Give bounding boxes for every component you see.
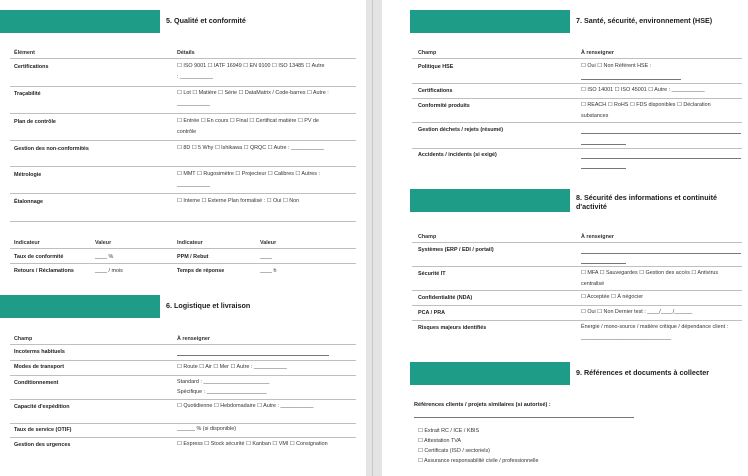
s8-label-securite-it: Sécurité IT	[418, 271, 446, 277]
s7-referent-fill-line[interactable]	[581, 79, 681, 80]
kpi-header-indicateur-2: Indicateur	[177, 240, 203, 246]
s7-value-politique[interactable]: ☐ Oui ☐ Non Référent HSE :	[581, 63, 652, 69]
s8-label-systemes: Systèmes (ERP / EDI / portail)	[418, 247, 494, 253]
s5-label-non-conformites: Gestion des non-conformités	[14, 146, 89, 152]
row-separator	[10, 166, 356, 167]
s8-value-pca-pra[interactable]: ☐ Oui ☐ Non Dernier test : ____/____/______	[581, 309, 693, 315]
s8-label-pca-pra: PCA / PRA	[418, 310, 446, 316]
s7-label-conformite: Conformité produits	[418, 103, 470, 109]
kpi-header-indicateur-1: Indicateur	[14, 240, 40, 246]
s6-label-incoterms: Incoterms habituels	[14, 349, 65, 355]
section-9-title: 9. Références et documents à collecter	[576, 368, 710, 377]
row-separator	[412, 320, 742, 321]
s8-col-a-renseigner: À renseigner	[581, 234, 614, 240]
section-7-header	[382, 10, 748, 33]
s5-col-details: Détails	[177, 50, 195, 56]
kpi-retours-label: Retours / Réclamations	[14, 268, 74, 274]
row-separator	[10, 263, 356, 264]
s7-label-accidents: Accidents / incidents (si exigé)	[418, 152, 497, 158]
row-separator	[412, 305, 742, 306]
s6-col-a-renseigner: À renseigner	[177, 336, 210, 342]
row-separator	[412, 83, 742, 84]
row-separator	[412, 266, 742, 267]
s7-accidents-fill-line-1[interactable]	[581, 158, 741, 159]
s7-accidents-fill-line-2[interactable]	[581, 168, 626, 169]
s7-label-dechets: Gestion déchets / rejets (résumé)	[418, 127, 504, 133]
s7-col-a-renseigner: À renseigner	[581, 50, 614, 56]
s7-value-conformite[interactable]: ☐ REACH ☐ RoHS ☐ FDS disponibles ☐ Déclaration substances	[581, 102, 711, 119]
s8-value-nda[interactable]: ☐ Acceptée ☐ À négocier	[581, 294, 644, 300]
row-separator	[412, 148, 742, 149]
s8-systemes-fill-line-1[interactable]	[581, 253, 741, 254]
s5-value-metrologie[interactable]: ☐ MMT ☐ Rugosimètre ☐ Projecteur ☐ Calibres ☐ Autres : ___________	[177, 171, 320, 188]
s9-intro: Références clients / projets similaires (si autorisé) :	[414, 402, 551, 408]
s6-header-separator	[10, 344, 356, 345]
s8-col-champ: Champ	[418, 234, 437, 240]
s6-label-otif: Taux de service (OTIF)	[14, 427, 72, 433]
s5-value-certifications[interactable]: ☐ ISO 9001 ☐ IATF 16949 ☐ EN 9100 ☐ ISO 13485 ☐ Autre : ___________	[177, 63, 325, 80]
s8-value-risques[interactable]: Énergie / mono-source / matière critique / dépendance client : ______________________________	[581, 324, 729, 341]
s6-col-champ: Champ	[14, 336, 33, 342]
s6-label-conditionnement: Conditionnement	[14, 380, 59, 386]
s6-value-urgences[interactable]: ☐ Express ☐ Stock sécurité ☐ Kanban ☐ VMI ☐ Consignation	[177, 441, 328, 447]
s6-label-transport: Modes de transport	[14, 364, 65, 370]
s7-dechets-fill-line-1[interactable]	[581, 133, 741, 134]
row-separator	[10, 399, 356, 400]
kpi-retours-value[interactable]: ____ / mois	[95, 268, 123, 274]
s5-header-separator	[10, 58, 356, 59]
row-separator	[10, 113, 356, 114]
right-page	[382, 0, 748, 476]
row-separator	[412, 98, 742, 99]
s9-item-extrait-rc[interactable]: ☐ Extrait RC / ICE / KBIS	[418, 428, 480, 434]
s7-col-champ: Champ	[418, 50, 437, 56]
s5-label-etalonnage: Étalonnage	[14, 199, 44, 205]
section-5-color-bar	[0, 10, 160, 33]
s6-value-conditionnement-standard[interactable]: Standard : ______________________	[177, 379, 270, 385]
row-separator	[10, 86, 356, 87]
section-8-color-bar	[410, 189, 570, 212]
s6-label-urgences: Gestion des urgences	[14, 442, 71, 448]
s6-label-capacite: Capacité d'expédition	[14, 404, 70, 410]
kpi-ppm-value[interactable]: ____	[260, 254, 272, 260]
kpi-taux-conformite-value[interactable]: ____ %	[95, 254, 114, 260]
section-5-title: 5. Qualité et conformité	[166, 16, 246, 25]
s5-value-non-conformites[interactable]: ☐ 8D ☐ 5 Why ☐ Ishikawa ☐ QRQC ☐ Autre : ___________	[177, 145, 325, 151]
s5-label-plan-controle: Plan de contrôle	[14, 119, 56, 125]
kpi-temps-reponse-value[interactable]: ____ h	[260, 268, 277, 274]
kpi-ppm-label: PPM / Rebut	[177, 254, 209, 260]
section-9-color-bar	[410, 362, 570, 385]
row-separator	[10, 221, 356, 222]
row-separator	[10, 375, 356, 376]
s8-header-separator	[412, 242, 742, 243]
s6-value-capacite[interactable]: ☐ Quotidienne ☐ Hebdomadaire ☐ Autre : ___________	[177, 403, 314, 409]
s7-label-certifications: Certifications	[418, 88, 453, 94]
s8-label-nda: Confidentialité (NDA)	[418, 295, 473, 301]
section-6-header	[0, 295, 366, 318]
s8-systemes-fill-line-2[interactable]	[581, 263, 626, 264]
left-page	[0, 0, 366, 476]
section-7-title: 7. Santé, sécurité, environnement (HSE)	[576, 16, 713, 25]
s7-dechets-fill-line-2[interactable]	[581, 144, 626, 145]
section-8-title: 8. Sécurité des informations et continuité d'activité	[576, 193, 717, 211]
row-separator	[10, 437, 356, 438]
s9-item-assurance[interactable]: ☐ Assurance responsabilité civile / professionnelle	[418, 458, 539, 464]
row-separator	[412, 290, 742, 291]
s7-header-separator	[412, 58, 742, 59]
s6-value-otif[interactable]: ______ % (si disponible)	[177, 426, 237, 432]
section-5-header	[0, 10, 366, 33]
s8-value-securite-it[interactable]: ☐ MFA ☐ Sauvegardes ☐ Gestion des accès ☐ Antivirus centralisé	[581, 270, 719, 287]
s9-item-attestation-tva[interactable]: ☐ Attestation TVA	[418, 438, 461, 444]
s6-value-transport[interactable]: ☐ Route ☐ Air ☐ Mer ☐ Autre : ___________	[177, 364, 287, 370]
s5-label-metrologie: Métrologie	[14, 172, 42, 178]
s5-col-element: Élément	[14, 50, 35, 56]
s7-value-certifications[interactable]: ☐ ISO 14001 ☐ ISO 45001 ☐ Autre : ___________	[581, 87, 705, 93]
s9-references-fill-line[interactable]	[414, 417, 634, 418]
section-9-header	[382, 362, 748, 385]
section-7-color-bar	[410, 10, 570, 33]
s8-label-risques: Risques majeurs identifiés	[418, 325, 487, 331]
s9-item-certificats[interactable]: ☐ Certificats (ISO / sectoriels)	[418, 448, 490, 454]
section-6-color-bar	[0, 295, 160, 318]
row-separator	[10, 193, 356, 194]
s6-value-conditionnement-specifique[interactable]: Spécifique : ____________________	[177, 389, 267, 395]
page-gutter-line	[372, 0, 373, 476]
s5-label-certifications: Certifications	[14, 64, 49, 70]
s5-value-etalonnage[interactable]: ☐ Interne ☐ Externe Plan formalisé : ☐ Oui ☐ Non	[177, 198, 300, 204]
s7-label-politique: Politique HSE	[418, 64, 454, 70]
s5-value-plan-controle[interactable]: ☐ Entrée ☐ En cours ☐ Final ☐ Certificat matière ☐ PV de contrôle	[177, 118, 319, 135]
row-separator	[10, 140, 356, 141]
s5-value-tracabilite[interactable]: ☐ Lot ☐ Matière ☐ Série ☐ DataMatrix / Code-barres ☐ Autre : ___________	[177, 90, 329, 107]
kpi-temps-reponse-label: Temps de réponse	[177, 268, 225, 274]
s6-incoterms-fill-line[interactable]	[177, 355, 329, 356]
row-separator	[10, 360, 356, 361]
section-8-header	[382, 189, 748, 212]
section-6-title: 6. Logistique et livraison	[166, 301, 251, 310]
row-separator	[412, 122, 742, 123]
kpi-header-valeur-1: Valeur	[95, 240, 112, 246]
kpi-header-separator	[10, 248, 356, 249]
s5-label-tracabilite: Traçabilité	[14, 91, 41, 97]
kpi-header-valeur-2: Valeur	[260, 240, 277, 246]
kpi-taux-conformite-label: Taux de conformité	[14, 254, 64, 260]
